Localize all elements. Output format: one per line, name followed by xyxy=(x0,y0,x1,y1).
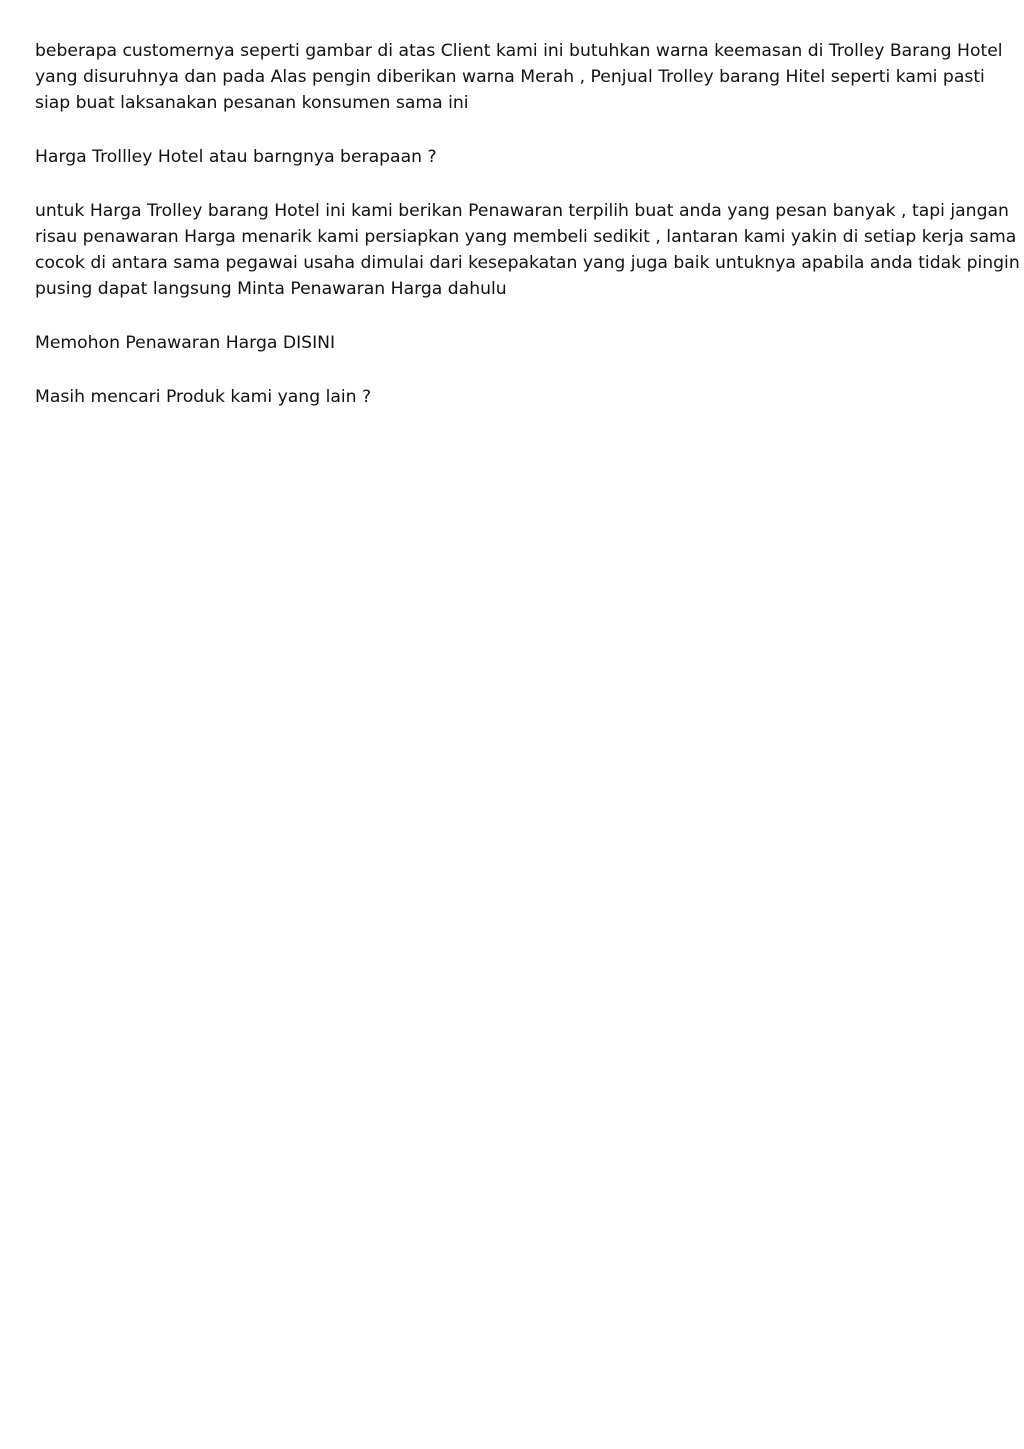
paragraph-question-price xyxy=(35,144,985,170)
text-line: risau penawaran Harga menarik kami persiapkan yang membeli sedikit , lantaran kami yakin di setiap kerja sama xyxy=(35,227,1017,247)
paragraph-intro xyxy=(35,38,1003,116)
text-line: Harga Trollley Hotel atau barngnya berapaan ? xyxy=(35,147,437,167)
text-line: Memohon Penawaran Harga DISINI xyxy=(35,333,336,353)
text-line: siap buat laksanakan pesanan konsumen sama ini xyxy=(35,93,469,113)
text-line: beberapa customernya seperti gambar di atas Client kami ini butuhkan warna keemasan di Trolley Barang Hotel xyxy=(35,41,1003,61)
text-line: pusing dapat langsung Minta Penawaran Harga dahulu xyxy=(35,279,507,299)
text-line: untuk Harga Trolley barang Hotel ini kami berikan Penawaran terpilih buat anda yang pesan banyak , tapi jangan xyxy=(35,201,1009,221)
text-line: yang disuruhnya dan pada Alas pengin diberikan warna Merah , Penjual Trolley barang Hitel seperti kami pasti xyxy=(35,67,985,87)
text-line: Masih mencari Produk kami yang lain ? xyxy=(35,387,372,407)
document-body xyxy=(35,38,1020,438)
paragraph-request-quote xyxy=(35,330,985,356)
paragraph-other-products xyxy=(35,384,985,410)
paragraph-price-answer xyxy=(35,198,1020,302)
text-line: cocok di antara sama pegawai usaha dimulai dari kesepakatan yang juga baik untuknya apabila anda tidak pingin xyxy=(35,253,1020,273)
